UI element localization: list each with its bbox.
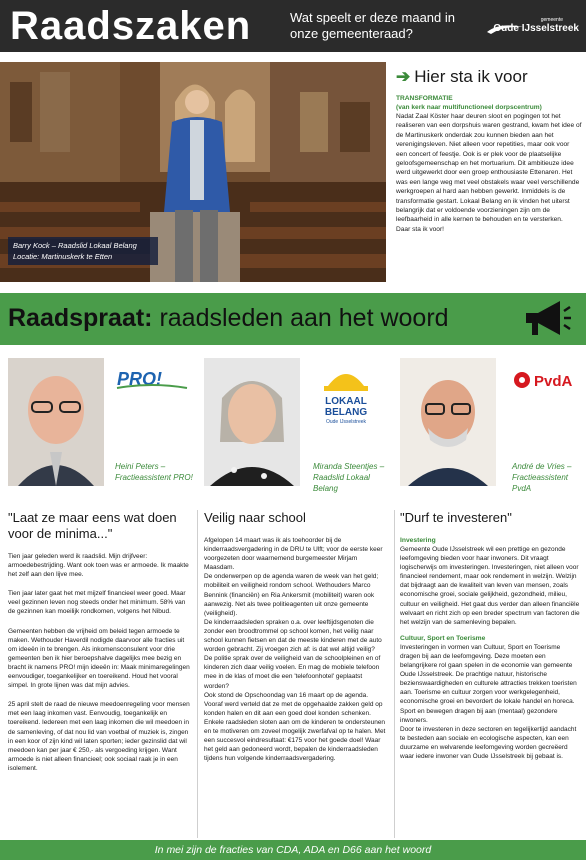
paragraph: Gemeenten hebben de vrijheid om beleid tegen armoede te maken. Wethouder Haverdil nodigde daarvoor alle fracties uit om ideeën in te brengen. Als inkomensconsulent voor drie gemeenten ben ik hier beroepshalve dagelijks mee bezig en bracht ik namens PRO! mijn ideeën in: Maak minimaregelingen eenvoudiger, toegankelijker en toereikend. Houd het vooral simpel. In grote lijnen was dat mijn advies. — [8, 627, 190, 690]
column-miranda — [204, 510, 388, 763]
party-logo-lokaal-belang — [322, 362, 370, 426]
paragraph: Door te investeren in deze sectoren en tegelijkertijd aandacht te besteden aan sociale en ecologische aspecten, kan een duurzame en welvarende leefomgeving worden gecreëerd waar iedere inwoner van Oude IJsselstreek bij gebaat is. — [400, 725, 577, 760]
municipality-logo — [483, 14, 581, 40]
banner-title-bold: Raadspraat: — [8, 304, 153, 332]
column-heading: "Durf te investeren" — [400, 510, 512, 525]
paragraph: Afgelopen 14 maart was ik als toehoorder bij de kinderraadsvergadering in de DRU te Ulft; voor de eerste keer voorgezeten door waarnemend burgemeester Mirjam Maasdam. — [204, 537, 383, 572]
member-name-miranda: Miranda Steentjes – Raadslid Lokaal Belang — [313, 462, 385, 493]
subheading: Cultuur, Sport en Toerisme — [400, 634, 486, 642]
paragraph: De kinderraadsleden spraken o.a. over leeftijdsgenoten die zonder een broodtrommel op school komen, het veilig naar school kunnen fietsen en dat de meeste kinderen met de auto worden gebracht. Zij vroegen zich af: is dat wel altijd veilig? — [204, 618, 382, 654]
section-body: Nadat Zaal Köster haar deuren sloot en pogingen tot het realiseren van een dorpshuis waren gestrand, kwam het idee of de Martinuskerk onderdak zou kunnen bieden aan het verenigingsleven. Niet alleen voor repetities, maar ook voor een concert of feestje. Ook is er plek voor de plaatselijke geloofsgemeenschap en het mortuarium. Dit ambitieuze idee werd uitgewerkt door een groep enthousiaste Ettenaren. Het was een lange weg met veel obstakels waar veel verschillende werkgroepen al hard aan hebben gewerkt. Inmiddels is de transformatie gestart. Lokaal Belang en ik vinden het uiterst belangrijk dat er voldoende voorzieningen zijn om de leefbaarheid in alle kernen te behouden en te versterken. — [396, 113, 582, 224]
member-name-heini: Heini Peters – Fractieassistent PRO! — [115, 462, 193, 482]
svg-text:PRO!: PRO! — [117, 369, 162, 389]
paragraph: Tien jaar geleden werd ik raadslid. Mijn drijfveer: armoedebestrijding. Want ook toen was er armoede. Ik maakte het zelf aan den lijve mee. — [8, 553, 189, 579]
arrow-right-icon: ➔ — [396, 67, 411, 86]
member-photo-andre — [400, 358, 496, 486]
paragraph: Ook stond de Opschoondag van 16 maart op de agenda. Vooraf werd verteld dat ze met de opgehaalde zakken geld op konden halen en dit aan een goed doel konden schenken. Enkele raadsleden sloten aan om de kinderen te ondersteunen en te motiveren om zoveel mogelijk zwerfafval op te halen. Met een succesvol eindresultaat: €175 voor het goede doel! Waar het geld aan gedoneerd wordt, bepalen de kinderraadsleden tijdens hun volgende kinderraadsvergadering. — [204, 691, 386, 763]
subtopic-label: (van kerk naar multifunctioneel dorpscentrum) — [396, 104, 542, 111]
column-divider — [197, 510, 198, 838]
paragraph: Investeringen in vormen van Cultuur, Sport en Toerisme dragen bij aan de leefomgeving. Deze moeten een belangrijkere rol gaan spelen in de economie van gemeente Oude IJsselstreek. De prachtige natuur, historische bezienswaardigheden en culturele attracties trekken toeristen aan. Toerisme en cultuur zorgen voor werkgelegenheid, economische groei en bevordert de lokale handel en horeca. Sport en bewegen dragen bij aan (mentaal) gezondere inwoners. — [400, 643, 577, 724]
megaphone-icon — [520, 297, 572, 341]
paragraph: Gemeente Oude IJsselstreek wil een prettige en gezonde leefomgeving bieden voor haar inwoners. Dit vraagt logischerwijs om investeringen. Investeringen, niet alleen voor financieel rendement, maar ook rendement in welzijn. Welzijn dat bijdraagt aan de kwaliteit van leven van mensen, zoals economische groei, sociale gelijkheid, gezondheid, milieu, cultuur en veiligheid. Het gaat dus verder dan alleen financiële welvaart en richt zich op een breder spectrum van factoren die het welzijn van de samenleving bepalen. — [400, 546, 580, 626]
portrait-andre — [400, 358, 496, 486]
member-photo-heini — [8, 358, 104, 486]
caption-location: Locatie: Martinuskerk te Etten — [13, 252, 113, 261]
paragraph: 25 april stelt de raad de nieuwe meedoenregeling voor mensen met een laag inkomen vast. Eenvoudig, toegankelijk en toereikend. Iedereen met een laag inkomen die wil meedoen in de samenleving, of dat nou lid van voetbal of muziek is, zingen in een koor of zijn kind wil laten sporten; ieder gezinslid dat wil meedoen kan per jaar € 250,- als vergoeding krijgen. Want armoede is niet alleen financieel; ook sociaal raak je in een isolement. — [8, 701, 190, 772]
footer-bar: In mei zijn de fracties van CDA, ADA en D66 aan het woord — [0, 840, 586, 860]
column-andre — [400, 510, 582, 761]
header-subtitle: Wat speelt er deze maand in onze gemeenteraad? — [290, 10, 455, 41]
portrait-heini — [8, 358, 104, 486]
section-heading — [396, 66, 582, 88]
section-heading-text: Hier sta ik voor — [414, 67, 528, 86]
banner-title — [8, 303, 449, 333]
pvda-rose-icon — [512, 370, 584, 392]
subheading: Investering — [400, 537, 436, 544]
magazine-title: Raadszaken — [10, 4, 252, 48]
column-heading: "Laat ze maar eens wat doen voor de minima..." — [8, 510, 177, 541]
paragraph: Tien jaar later gaat het met mijzelf financieel weer goed. Maar veel gezinnen leven nog steeds onder het minimum. 58% van de gezinnen kan moeilijk rondkomen, volgens het Nibud. — [8, 590, 186, 616]
section-closing: Daar sta ik voor! — [396, 225, 445, 233]
logo-name-text: Oude IJsselstreek — [493, 23, 579, 34]
paragraph: De politie sprak over de veiligheid van de schoolpleinen en of kinderen zich daar veilig voelen. En mag de mobiele telefoon mee in de klas of moet die een 'telefoonhotel' geplaatst worden? — [204, 655, 381, 690]
pro-logo-icon — [115, 368, 189, 392]
column-heini — [8, 510, 191, 773]
svg-text:BELANG: BELANG — [324, 407, 368, 418]
paragraph: De onderwerpen op de agenda waren de week van het geld; mobiliteit en veiligheid rondom school. Wethouders Marco Bennink (financiën) en Ria Ankersmit (mobiliteit) waren ook aanwezig. Net als twee politieagenten uit onze gemeente (veiligheid). — [204, 573, 379, 617]
header-bar — [0, 0, 586, 52]
member-name-andre: André de Vries – Fractieassistent PvdA — [512, 462, 572, 493]
svg-text:LOKAAL: LOKAAL — [325, 396, 367, 407]
photo-caption — [8, 237, 158, 265]
caption-name: Barry Kock – Raadslid Lokaal Belang — [13, 241, 137, 250]
column-divider — [394, 510, 395, 838]
portrait-miranda — [204, 358, 300, 486]
party-logo-pvda — [512, 370, 584, 392]
logo-small-text: gemeente — [540, 17, 563, 23]
member-photo-miranda — [204, 358, 300, 486]
hier-sta-ik-voor-section — [396, 66, 582, 234]
party-logo-pro — [115, 368, 189, 392]
topic-label: TRANSFORMATIE — [396, 95, 453, 102]
svg-text:Oude IJsselstreek: Oude IJsselstreek — [325, 419, 367, 425]
lokaal-belang-helmet-icon — [322, 362, 370, 426]
raadspraat-banner — [0, 293, 586, 345]
svg-text:PvdA: PvdA — [534, 373, 573, 390]
column-heading: Veilig naar school — [204, 510, 306, 525]
banner-title-rest: raadsleden aan het woord — [152, 304, 449, 332]
